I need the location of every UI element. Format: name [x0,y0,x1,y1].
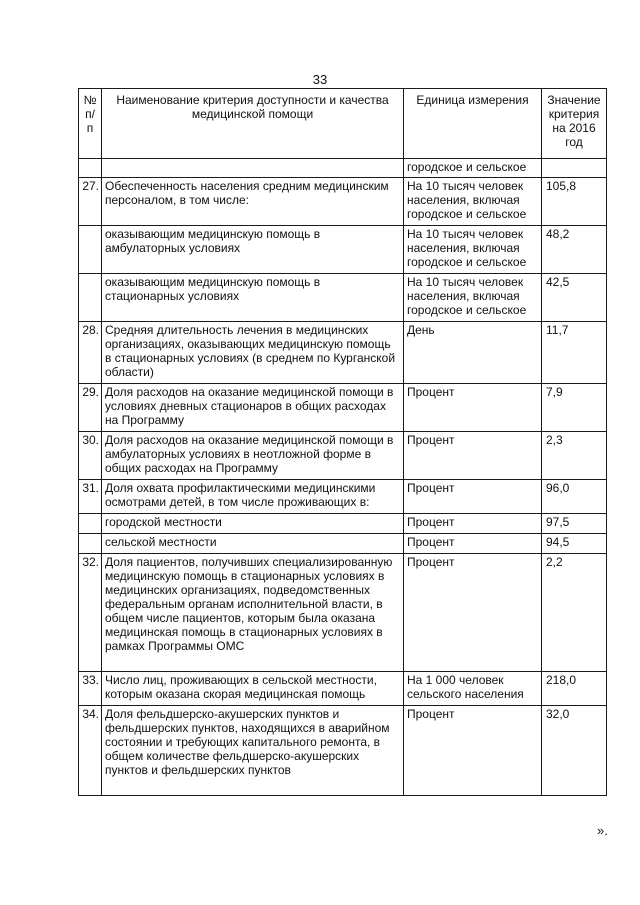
cell-number: 34. [79,706,102,796]
cell-unit: День [404,322,542,384]
cell-unit: На 1 000 человек сельского населения [404,672,542,706]
cell-criterion-name: городской местности [102,514,404,534]
cell-unit: Процент [404,384,542,432]
header-criterion-name: Наименование критерия доступности и качества медицинской помощи [102,89,404,159]
table-row [79,384,607,432]
header-unit: Единица измерения [404,89,542,159]
cell-unit: На 10 тысяч человек населения, включая городское и сельское [404,274,542,322]
cell-unit: Процент [404,432,542,480]
table-row [79,554,607,672]
table-row [79,534,607,554]
table-row [79,432,607,480]
cell-criterion-name: Средняя длительность лечения в медицинских организациях, оказывающих медицинскую помощь в стационарных условиях (в среднем по Курганской области) [102,322,404,384]
cell-unit: На 10 тысяч человек населения, включая городское и сельское [404,226,542,274]
table-row [79,178,607,226]
cell-number: 32. [79,554,102,672]
cell-unit: Процент [404,534,542,554]
table-row [79,514,607,534]
cell-number: 28. [79,322,102,384]
cell-number [79,274,102,322]
cell-value: 105,8 [542,178,607,226]
cell-value: 96,0 [542,480,607,514]
cell-criterion-name: Доля пациентов, получивших специализированную медицинскую помощь в стационарных условиях в медицинских организациях, подведомственных федеральным органам исполнительной власти, в общем числе пациентов, которым была оказана медицинская помощь в стационарных условиях в рамках Программы ОМС [102,554,404,672]
header-number: № п/п [79,89,102,159]
table-body [79,178,607,796]
table-row [79,274,607,322]
header-row [79,89,607,159]
table-row [79,706,607,796]
cell-value: 97,5 [542,514,607,534]
cell-unit: Процент [404,514,542,534]
table-row [79,672,607,706]
cell-number: 31. [79,480,102,514]
continuation-row [79,159,607,178]
cell-value: 218,0 [542,672,607,706]
cell-unit: Процент [404,554,542,672]
cell-criterion-name: оказывающим медицинскую помощь в стационарных условиях [102,274,404,322]
cell-value: 32,0 [542,706,607,796]
cell-value: 7,9 [542,384,607,432]
cell-unit: На 10 тысяч человек населения, включая городское и сельское [404,178,542,226]
cell-criterion-name: Доля расходов на оказание медицинской помощи в условиях дневных стационаров в общих расходах на Программу [102,384,404,432]
cell-value: 48,2 [542,226,607,274]
cell-number: 33. [79,672,102,706]
continuation-unit: городское и сельское [404,159,542,178]
cell-unit: Процент [404,706,542,796]
cell-value: 11,7 [542,322,607,384]
page-number: 33 [312,72,328,87]
criteria-table [78,88,607,796]
cell-criterion-name: Обеспеченность населения средним медицинским персоналом, в том числе: [102,178,404,226]
cell-criterion-name: Число лиц, проживающих в сельской местности, которым оказана скорая медицинская помощь [102,672,404,706]
cell-number [79,514,102,534]
header-value: Значение критерия на 2016 год [542,89,607,159]
cell-number: 29. [79,384,102,432]
cell-value: 2,2 [542,554,607,672]
cell-criterion-name: Доля охвата профилактическими медицинскими осмотрами детей, в том числе проживающих в: [102,480,404,514]
cell-unit: Процент [404,480,542,514]
table-row [79,322,607,384]
table-row [79,480,607,514]
table-row [79,226,607,274]
cell-criterion-name: оказывающим медицинскую помощь в амбулаторных условиях [102,226,404,274]
cell-criterion-name: Доля расходов на оказание медицинской помощи в амбулаторных условиях в неотложной форме в общих расходах на Программу [102,432,404,480]
cell-criterion-name: сельской местности [102,534,404,554]
cell-number: 30. [79,432,102,480]
cell-value: 42,5 [542,274,607,322]
cell-value: 94,5 [542,534,607,554]
cell-criterion-name: Доля фельдшерско-акушерских пунктов и фельдшерских пунктов, находящихся в аварийном состоянии и требующих капитального ремонта, в общем количестве фельдшерско-акушерских пунктов и фельдшерских пунктов [102,706,404,796]
cell-number [79,534,102,554]
closing-mark: ». [597,823,608,838]
cell-number [79,226,102,274]
cell-value: 2,3 [542,432,607,480]
cell-number: 27. [79,178,102,226]
